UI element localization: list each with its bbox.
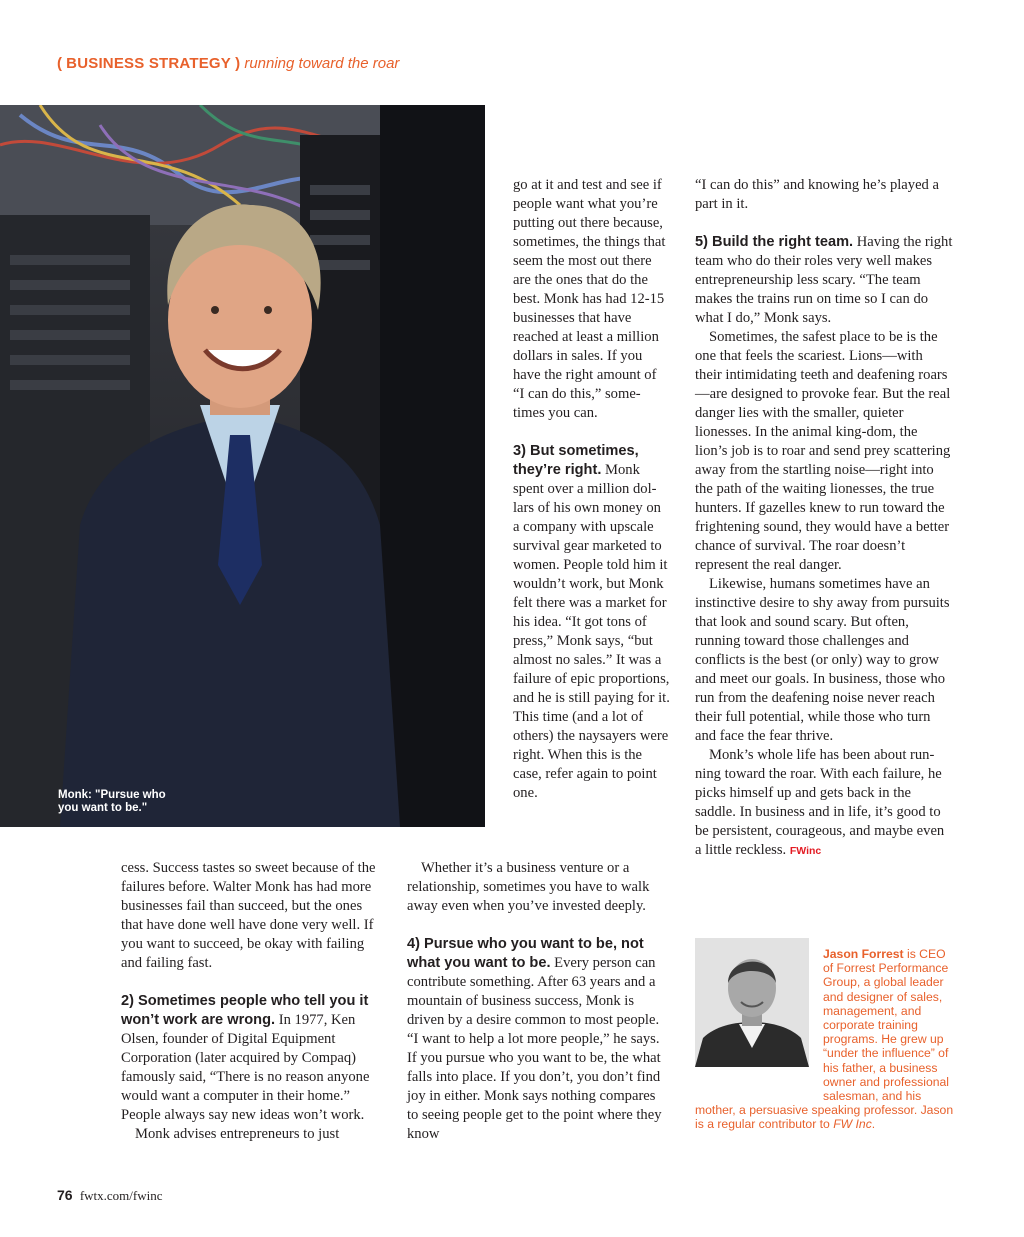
- subhead: 2) Sometimes people who tell you it won’t work are wrong.: [121, 993, 369, 1028]
- paragraph-text: In 1977, Ken Olsen, founder of Digital Equipment Corporation (later acquired by Compaq) famously said, “There is no reason anyone would want a computer in their home.” People always say new ideas won’t work.: [121, 1012, 370, 1123]
- paragraph: [695, 746, 953, 861]
- paragraph: [407, 935, 669, 1144]
- paragraph-text: Having the right team who do their roles very well makes entrepreneurship less scary. “The team makes the trains run on time so I can do what I do,” Monk says.: [695, 234, 953, 326]
- end-tag: FWinc: [789, 845, 822, 857]
- paragraph: “I can do this” and knowing he’s played a part in it.: [695, 177, 939, 212]
- header-section: BUSINESS STRATEGY: [66, 55, 231, 72]
- header-close-bracket: ): [235, 55, 241, 72]
- photo-caption: Monk: "Pursue who you want to be.": [58, 789, 166, 814]
- subhead: 5) Build the right team.: [695, 234, 854, 250]
- page-footer: [57, 1187, 163, 1204]
- subhead: 3) But sometimes, they’re right.: [513, 443, 639, 478]
- paragraph: Sometimes, the safest place to be is the one that feels the scariest. Lions—with their intimidating teeth and deafening roars—are designed to provoke fear. But the real danger lies with the smaller, quieter lionesses. In the animal king-dom, the lion’s job is to roar and send prey scattering away from the startling noise—right into the path of the waiting lionesses, the true hunters. If gazelles knew to run toward the frightening sound, they would have a better chance of survival. The roar doesn’t represent the real danger.: [695, 329, 951, 573]
- author-bio: [695, 947, 957, 1132]
- author-name: Jason Forrest: [823, 947, 904, 961]
- paragraph: [121, 992, 379, 1125]
- footer-url: fwtx.com/fwinc: [79, 1188, 163, 1203]
- portrait-photo: [0, 105, 485, 827]
- header-subtitle: running toward the roar: [244, 55, 400, 72]
- column-b-top: [513, 176, 671, 803]
- paragraph: Whether it’s a business venture or a relationship, sometimes you have to walk away even when you’ve invested deeply.: [407, 860, 650, 914]
- header-open-bracket: (: [57, 55, 62, 72]
- page-number: 76: [57, 1187, 73, 1203]
- paragraph: Monk advises entrepreneurs to just: [135, 1126, 340, 1142]
- paragraph-text: Monk’s whole life has been about run-ning toward the roar. With each failure, he picks himself up and gets back in the saddle. In business and in life, it’s good to be persistent, courageous, and maybe even a little reckless.: [695, 747, 945, 858]
- paragraph: [695, 233, 953, 328]
- column-c: [695, 176, 953, 861]
- column-b-bottom: [407, 859, 669, 1144]
- paragraph: go at it and test and see if people want what you’re putting out there because, sometimes, the things that seem the most out there are the ones that do the best. Monk has had 12-15 businesses that have reached at least a million dollars in sales. If you have the right amount of “I can do this,” some-times you can.: [513, 177, 666, 421]
- paragraph: cess. Success tastes so sweet because of the failures before. Walter Monk has had more businesses fail than succeed, but the ones that have done well have done very well. If you want to succeed, be okay with failing and failing fast.: [121, 860, 376, 971]
- subhead: 4) Pursue who you want to be, not what you want to be.: [407, 936, 644, 971]
- section-header: [57, 55, 399, 72]
- paragraph: Likewise, humans sometimes have an instinctive desire to shy away from pursuits that look and sound scary. But often, running toward those challenges and conflicts is the best (or only) way to grow and meet our goals. In business, those who run from the deafening noise never reach their full potential, while those who turn and face the fear thrive.: [695, 576, 950, 744]
- paragraph-text: Monk spent over a million dol-lars of his own money on a company with upscale survival gear marketed to women. People told him it wouldn’t work, but Monk felt there was a market for his idea. “It got tons of press,” Monk says, “but almost no sales.” It was a failure of epic proportions, and he is still paying for it. This time (and a lot of others) the naysayers were right. When this is the case, refer again to point one.: [513, 462, 670, 801]
- paragraph: [513, 442, 671, 803]
- bio-text: is CEO of Forrest Performance Group, a global leader and designer of sales, management, and corporate training programs. He grew up “under the influence” of his father, a business owner and professional salesman, and his mother, a persuasive speaking professor. Jason is a regular contributor to: [695, 947, 954, 1132]
- column-a: [121, 859, 379, 1144]
- paragraph-text: Every person can contribute something. After 63 years and a mountain of business success, Monk is driven by a desire common to most people. “I want to help a lot more people,” he says. If you pursue who you want to be, the what falls into place. If you don’t, you don’t find joy in either. Monk says nothing compares to seeing people get to the point where they know: [407, 955, 662, 1142]
- bio-publication: FW Inc: [833, 1117, 872, 1132]
- bio-text-end: .: [871, 1117, 876, 1132]
